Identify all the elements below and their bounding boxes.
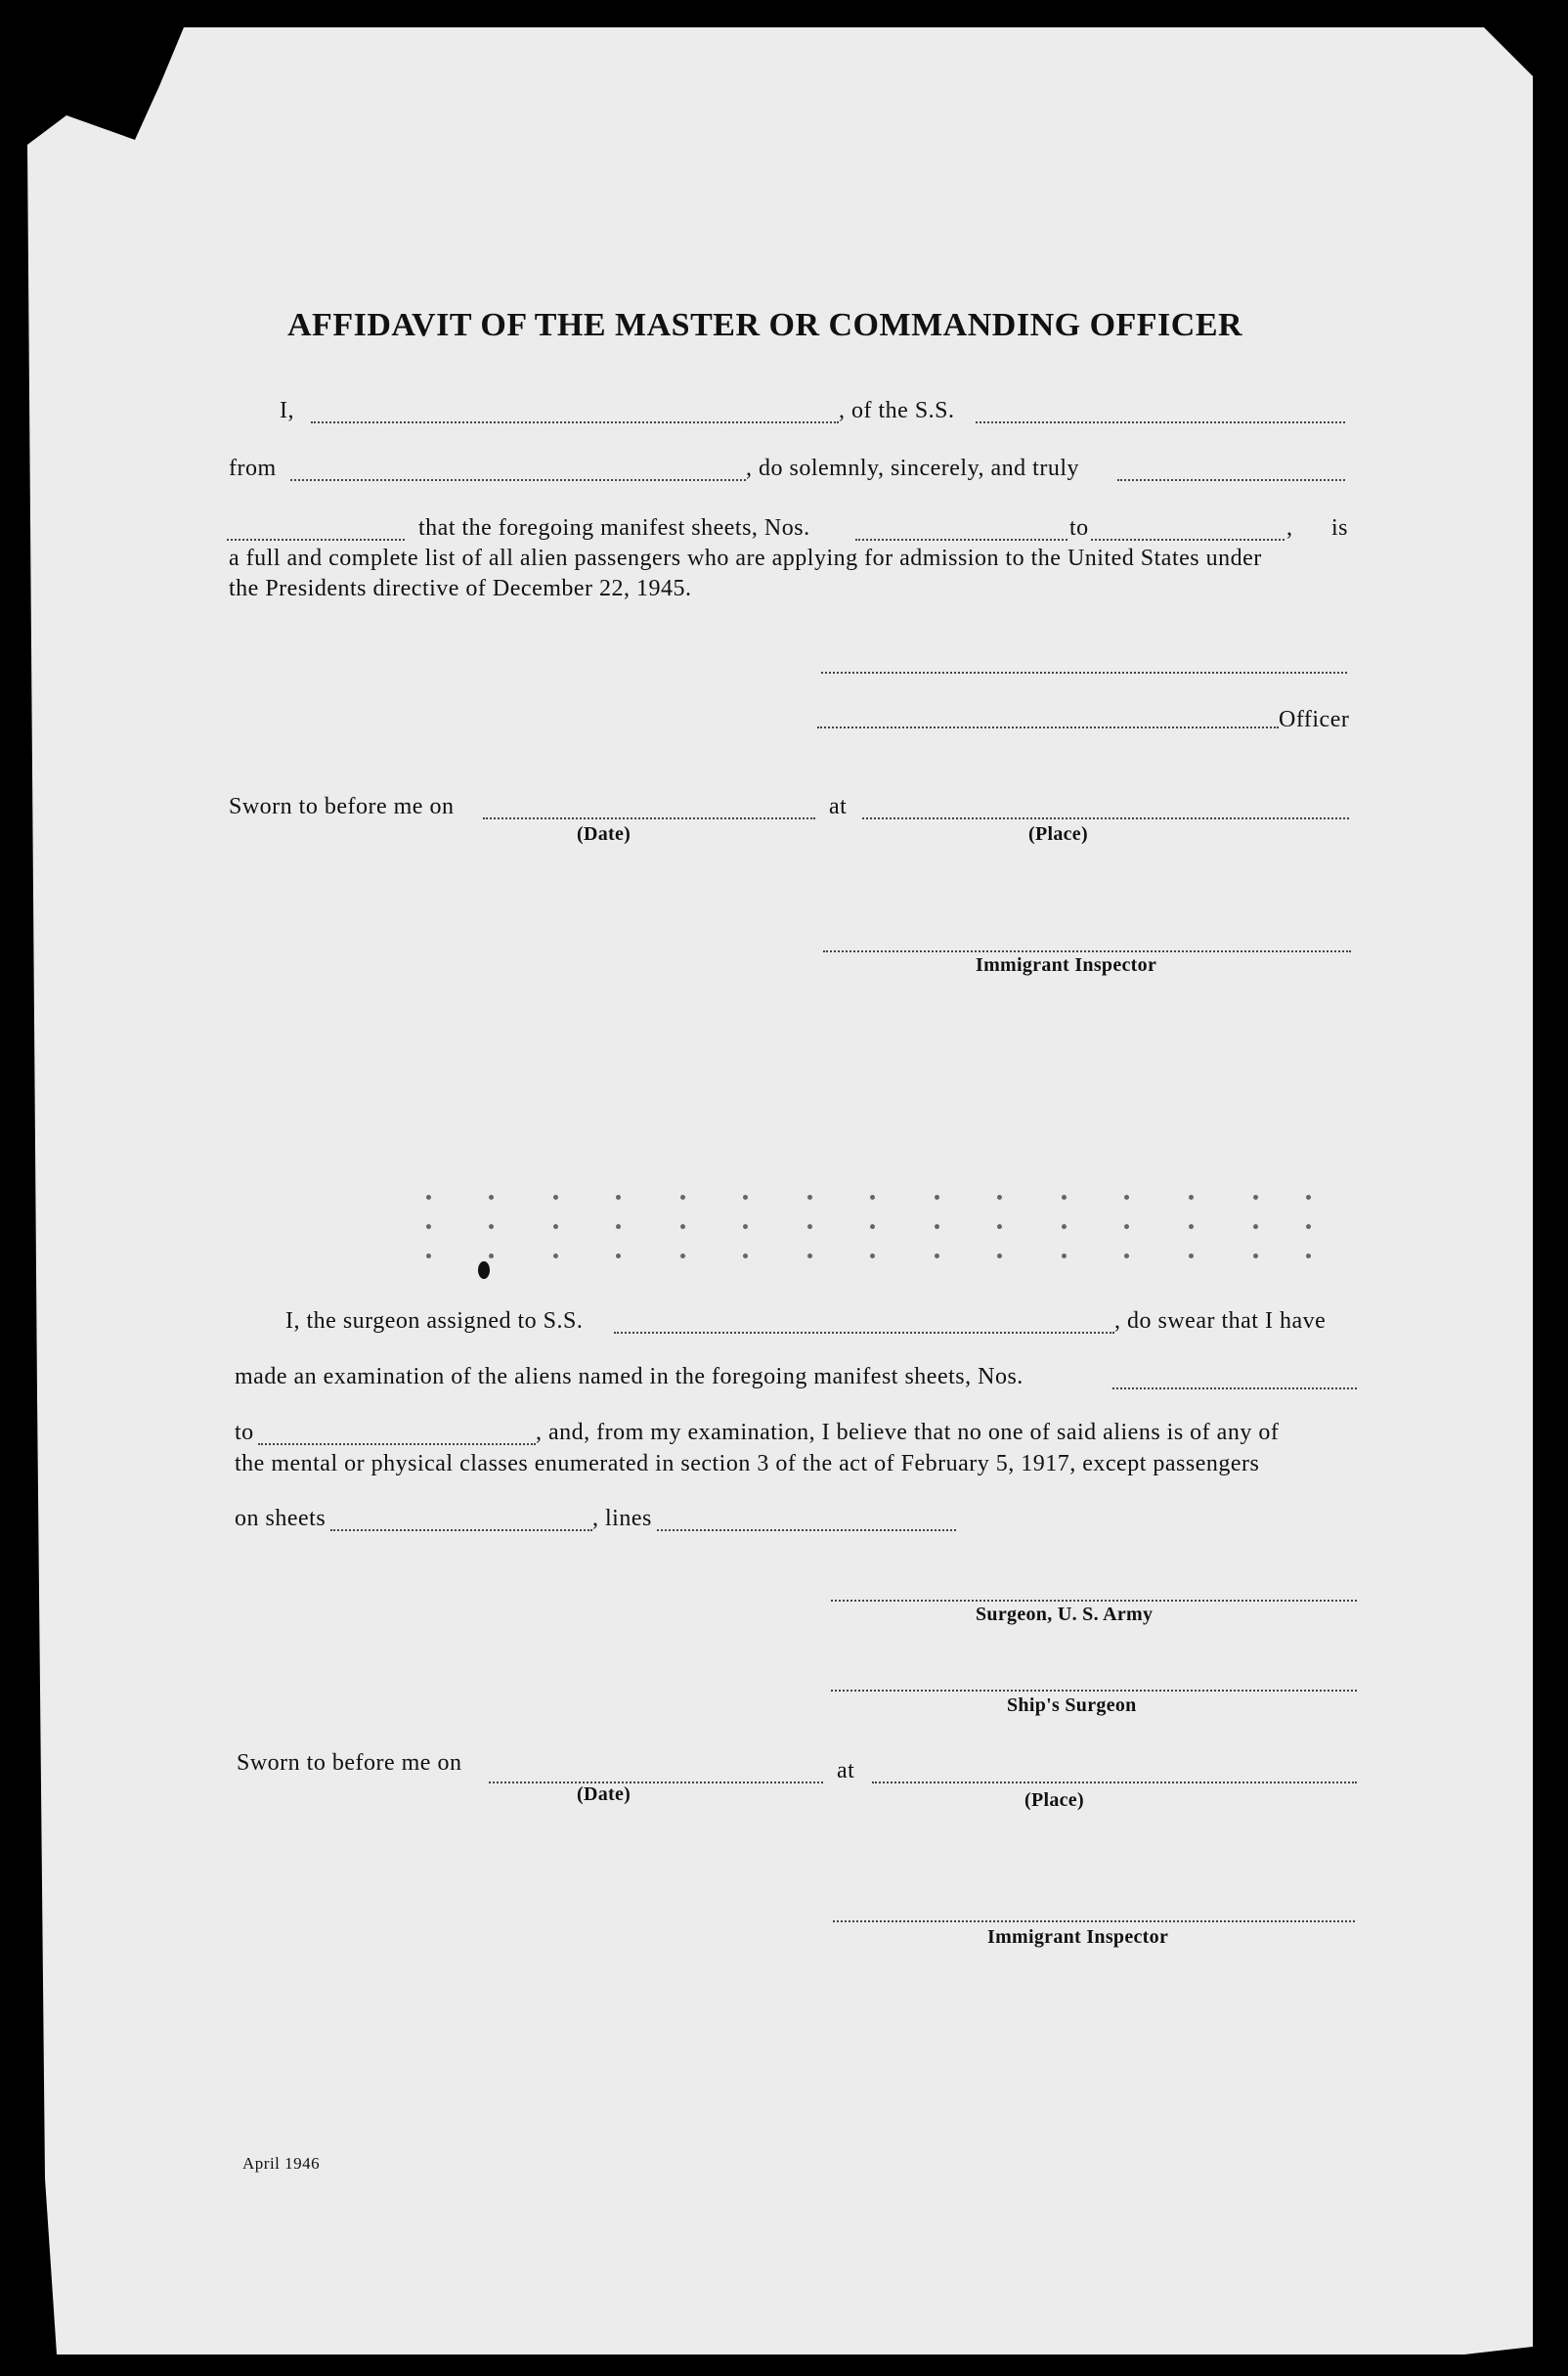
faint-dot <box>807 1224 812 1229</box>
form-title: AFFIDAVIT OF THE MASTER OR COMMANDING OFFICER <box>287 307 1243 343</box>
faint-dot <box>1189 1195 1194 1200</box>
faint-dot <box>997 1195 1002 1200</box>
master-solemnly-text: , do solemnly, sincerely, and truly <box>746 456 1079 481</box>
faint-dot <box>1062 1224 1067 1229</box>
master-oath-field[interactable] <box>1117 479 1345 481</box>
ships-surgeon-caption: Ship's Surgeon <box>1007 1694 1137 1716</box>
faint-dot <box>1124 1224 1129 1229</box>
army-surgeon-signature-line[interactable] <box>831 1600 1357 1602</box>
master-swear-field[interactable] <box>227 539 405 541</box>
surgeon-classes-text: the mental or physical classes enumerated in section 3 of the act of February 5, 1917, except passengers <box>235 1451 1260 1476</box>
faint-dot <box>1189 1254 1194 1258</box>
master-sworn-text: Sworn to before me on <box>229 794 455 819</box>
faint-dot <box>553 1224 558 1229</box>
faint-dot <box>426 1224 431 1229</box>
master-directive-text: the Presidents directive of December 22, 1945. <box>229 576 692 601</box>
surgeon-examination-text: made an examination of the aliens named in the foregoing manifest sheets, Nos. <box>235 1364 1024 1389</box>
faint-dot <box>743 1195 748 1200</box>
faint-dot <box>1253 1254 1258 1258</box>
faint-dot <box>1062 1195 1067 1200</box>
master-from-label: from <box>229 456 277 481</box>
faint-dot <box>489 1195 494 1200</box>
surgeon-ship-field[interactable] <box>614 1332 1114 1334</box>
master-date-caption: (Date) <box>577 823 632 845</box>
surgeon-sheets-field[interactable] <box>330 1529 592 1531</box>
surgeon-lines-label: , lines <box>592 1506 652 1531</box>
form-date-footer: April 1946 <box>242 2154 321 2173</box>
faint-dot <box>616 1224 621 1229</box>
surgeon-place-caption: (Place) <box>1024 1789 1084 1811</box>
master-sworn-place-field[interactable] <box>862 817 1349 819</box>
master-name-field[interactable] <box>311 421 839 423</box>
surgeon-sheets-to-field[interactable] <box>258 1443 536 1445</box>
master-to-label: to <box>1069 515 1089 541</box>
master-comma: , <box>1286 515 1293 541</box>
surgeon-date-caption: (Date) <box>577 1783 632 1805</box>
faint-dot <box>616 1254 621 1258</box>
surgeon-sworn-text: Sworn to before me on <box>237 1750 462 1776</box>
ships-surgeon-signature-line[interactable] <box>831 1690 1357 1692</box>
faint-dot <box>935 1224 939 1229</box>
ink-blot <box>478 1261 490 1279</box>
surgeon-belief-text: , and, from my examination, I believe that no one of said aliens is of any of <box>536 1420 1280 1445</box>
form-page <box>27 27 1533 2354</box>
surgeon-to-label: to <box>235 1420 254 1445</box>
faint-dot <box>553 1195 558 1200</box>
faint-dot <box>870 1254 875 1258</box>
master-sheets-to-field[interactable] <box>1091 539 1285 541</box>
surgeon-sheets-from-field[interactable] <box>1112 1387 1357 1389</box>
faint-dot <box>1306 1254 1311 1258</box>
master-from-field[interactable] <box>290 479 746 481</box>
faint-dot <box>616 1195 621 1200</box>
surgeon-sworn-place-field[interactable] <box>872 1782 1357 1783</box>
faint-dot <box>870 1195 875 1200</box>
faint-dot <box>997 1224 1002 1229</box>
master-foregoing-text: that the foregoing manifest sheets, Nos. <box>418 515 810 541</box>
faint-dot <box>489 1254 494 1258</box>
master-full-list-text: a full and complete list of all alien passengers who are applying for admission to the United States under <box>229 546 1262 571</box>
surgeon-inspector-caption: Immigrant Inspector <box>987 1926 1169 1948</box>
faint-dot <box>935 1254 939 1258</box>
faint-dot <box>743 1254 748 1258</box>
faint-dot <box>997 1254 1002 1258</box>
faint-dot <box>743 1224 748 1229</box>
faint-dot <box>1306 1195 1311 1200</box>
faint-dot <box>426 1254 431 1258</box>
faint-dot <box>680 1254 685 1258</box>
surgeon-on-sheets-label: on sheets <box>235 1506 327 1531</box>
master-is-text: is <box>1331 515 1349 541</box>
faint-dot <box>1124 1254 1129 1258</box>
faint-dot <box>680 1224 685 1229</box>
surgeon-sworn-date-field[interactable] <box>489 1782 823 1783</box>
master-inspector-caption: Immigrant Inspector <box>976 954 1157 976</box>
faint-dot <box>1306 1224 1311 1229</box>
master-signature-line[interactable] <box>821 672 1347 674</box>
master-place-caption: (Place) <box>1028 823 1088 845</box>
surgeon-intro-text: I, the surgeon assigned to S.S. <box>285 1308 584 1334</box>
faint-dot <box>1189 1224 1194 1229</box>
faint-dot <box>1253 1224 1258 1229</box>
faint-dot <box>807 1195 812 1200</box>
faint-dot <box>870 1224 875 1229</box>
surgeon-at-label: at <box>837 1758 855 1783</box>
surgeon-swear-text: , do swear that I have <box>1114 1308 1327 1334</box>
master-i-label: I, <box>280 398 294 423</box>
master-sheets-from-field[interactable] <box>855 539 1067 541</box>
officer-signature-line[interactable] <box>817 726 1279 728</box>
master-ship-field[interactable] <box>976 421 1345 423</box>
faint-dot <box>489 1224 494 1229</box>
army-surgeon-caption: Surgeon, U. S. Army <box>976 1604 1154 1625</box>
faint-dot <box>807 1254 812 1258</box>
faint-dot <box>426 1195 431 1200</box>
faint-dot <box>935 1195 939 1200</box>
faint-dot <box>1253 1195 1258 1200</box>
faint-dot <box>1124 1195 1129 1200</box>
master-sworn-date-field[interactable] <box>483 817 815 819</box>
master-ship-label: , of the S.S. <box>839 398 955 423</box>
faint-dot <box>1062 1254 1067 1258</box>
officer-label: Officer <box>1279 707 1350 732</box>
faint-dot <box>553 1254 558 1258</box>
faint-dot <box>680 1195 685 1200</box>
master-at-label: at <box>829 794 848 819</box>
surgeon-lines-field[interactable] <box>657 1529 956 1531</box>
surgeon-inspector-line[interactable] <box>833 1920 1355 1922</box>
master-inspector-line[interactable] <box>823 950 1351 952</box>
